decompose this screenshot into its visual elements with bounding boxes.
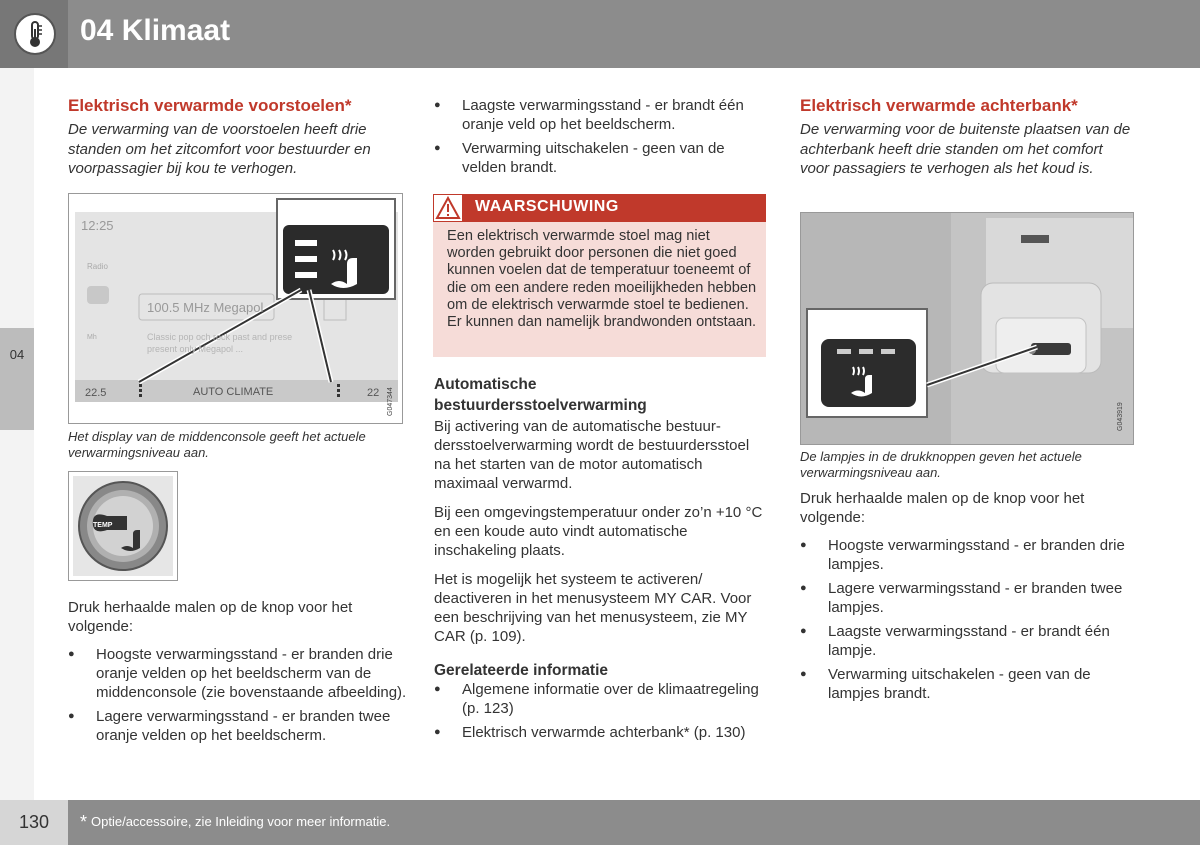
figure-code: G043919 — [1117, 402, 1124, 431]
display-faded-text-1: Classic pop och rock past and prese — [147, 332, 293, 342]
page-number: 130 — [18, 812, 50, 832]
related-link[interactable]: ● Elektrisch verwarmde achterbank* (p. 130) — [434, 723, 766, 742]
chapter-tab[interactable] — [0, 328, 34, 430]
list-item: ● Hoogste verwarmingsstand - er branden drie oranje velden op het beeldscherm van de middenconsole (zie bovenstaande afbeelding). — [68, 645, 408, 702]
figure-temp-knob — [68, 471, 178, 581]
warning-box — [433, 194, 766, 357]
list-item: ● Lagere verwarmingsstand - er branden twee oranje velden op het beeldscherm. — [68, 707, 408, 745]
section-title-front-seats: Elektrisch verwarmde voorstoelen* — [68, 96, 352, 115]
auto-paragraph-2: Bij een omgevingstemperatuur onder zo’n +10 °C en een koude auto vindt automatische inschakeling plaats. — [434, 504, 763, 559]
list-item: ● Verwarming uitschakelen - geen van de lampjes brandt. — [800, 665, 1134, 703]
auto-paragraph-3: Het is mogelijk het systeem te activeren/ deactiveren in het menusysteem MY CAR. Voor een beschrijving van het menusysteem, zie MY CAR (p. 109). — [434, 571, 752, 645]
related-link[interactable]: ● Algemene informatie over de klimaatregeling (p. 123) — [434, 680, 766, 718]
heading-related-info: Gerelateerde informatie — [434, 662, 609, 679]
footnote-mark: * — [80, 812, 88, 832]
figure-caption-rear-seat: De lampjes in de drukknoppen geven het actuele verwarmingsniveau aan. — [800, 449, 1082, 480]
heading-auto-seat-heating-1: Automatische — [434, 376, 537, 393]
list-item: ● Laagste verwarmingsstand - er brandt één oranje veld op het beeldscherm. — [434, 96, 766, 134]
display-radio-station: 100.5 MHz Megapol — [147, 300, 264, 315]
knob-temp-label: TEMP — [93, 522, 113, 529]
list-item: ● Lagere verwarmingsstand - er branden twee lampjes. — [800, 579, 1134, 617]
chapter-title: 04 Klimaat — [80, 14, 231, 47]
list-item: ● Verwarming uitschakelen - geen van de velden brandt. — [434, 139, 766, 177]
display-radio-label: Radio — [87, 262, 108, 271]
display-radio-small: Mh — [87, 334, 97, 341]
list-rear-seat — [800, 536, 1134, 708]
display-temp-left: 22.5 — [85, 387, 107, 399]
figure-code: G047344 — [387, 387, 394, 416]
auto-paragraph-1: Bij activering van de automatische bestuurdersstoelverwarming wordt de bestuurdersstoel na het starten van de motor automatisch maximaal verwarmd. — [434, 418, 750, 492]
list-front-seats-continued — [434, 96, 766, 182]
list-item: ● Hoogste verwarmingsstand - er branden drie lampjes. — [800, 536, 1134, 574]
figure-center-display — [68, 193, 403, 424]
thermometer-icon — [14, 13, 56, 55]
footnote — [80, 812, 390, 833]
figure-rear-seat-buttons — [800, 212, 1134, 445]
intro-rear-seat: Druk herhaalde malen op de knop voor het volgende: — [800, 490, 1085, 526]
figure-caption-display: Het display van de middenconsole geeft het actuele verwarmingsniveau aan. — [68, 429, 366, 460]
warning-text: Een elektrisch verwarmde stoel mag niet worden gebruikt door personen die niet goed kunnen voelen dat de temperatuur toeneemt of die om een andere reden moeilijkheden hebben om de elektrisch verwarmde stoel te bedienen. Er kunnen dan namelijk brandwonden ontstaan. — [447, 228, 757, 331]
warning-triangle-icon — [433, 194, 463, 222]
section-title-rear-seat: Elektrisch verwarmde achterbank* — [800, 96, 1078, 115]
lead-front-seats: De verwarming van de voorstoelen heeft drie standen om het zitcomfort voor bestuurder en voorpassagier bij kou te verhogen. — [68, 121, 371, 177]
display-faded-text-2: present only Megapol ... — [147, 344, 244, 354]
display-auto-climate: AUTO CLIMATE — [193, 386, 274, 398]
intro-front-seats: Druk herhaalde malen op de knop voor het volgende: — [68, 599, 353, 635]
chapter-tab-label: 04 — [9, 347, 25, 362]
side-strip — [0, 68, 34, 800]
display-temp-right: 22 — [367, 387, 380, 399]
list-front-seats — [68, 645, 408, 750]
warning-title: WAARSCHUWING — [475, 198, 619, 215]
list-item: ● Laagste verwarmingsstand - er brandt één lampje. — [800, 622, 1134, 660]
footnote-text: Optie/accessoire, zie Inleiding voor meer informatie. — [91, 814, 391, 829]
heading-auto-seat-heating-2: bestuurdersstoelverwarming — [434, 397, 647, 414]
display-time: 12:25 — [81, 218, 114, 233]
list-related-info — [434, 680, 766, 747]
lead-rear-seat: De verwarming voor de buitenste plaatsen van de achterbank heeft drie standen om het comfort voor passagiers te verhogen als het koud is. — [800, 121, 1131, 177]
